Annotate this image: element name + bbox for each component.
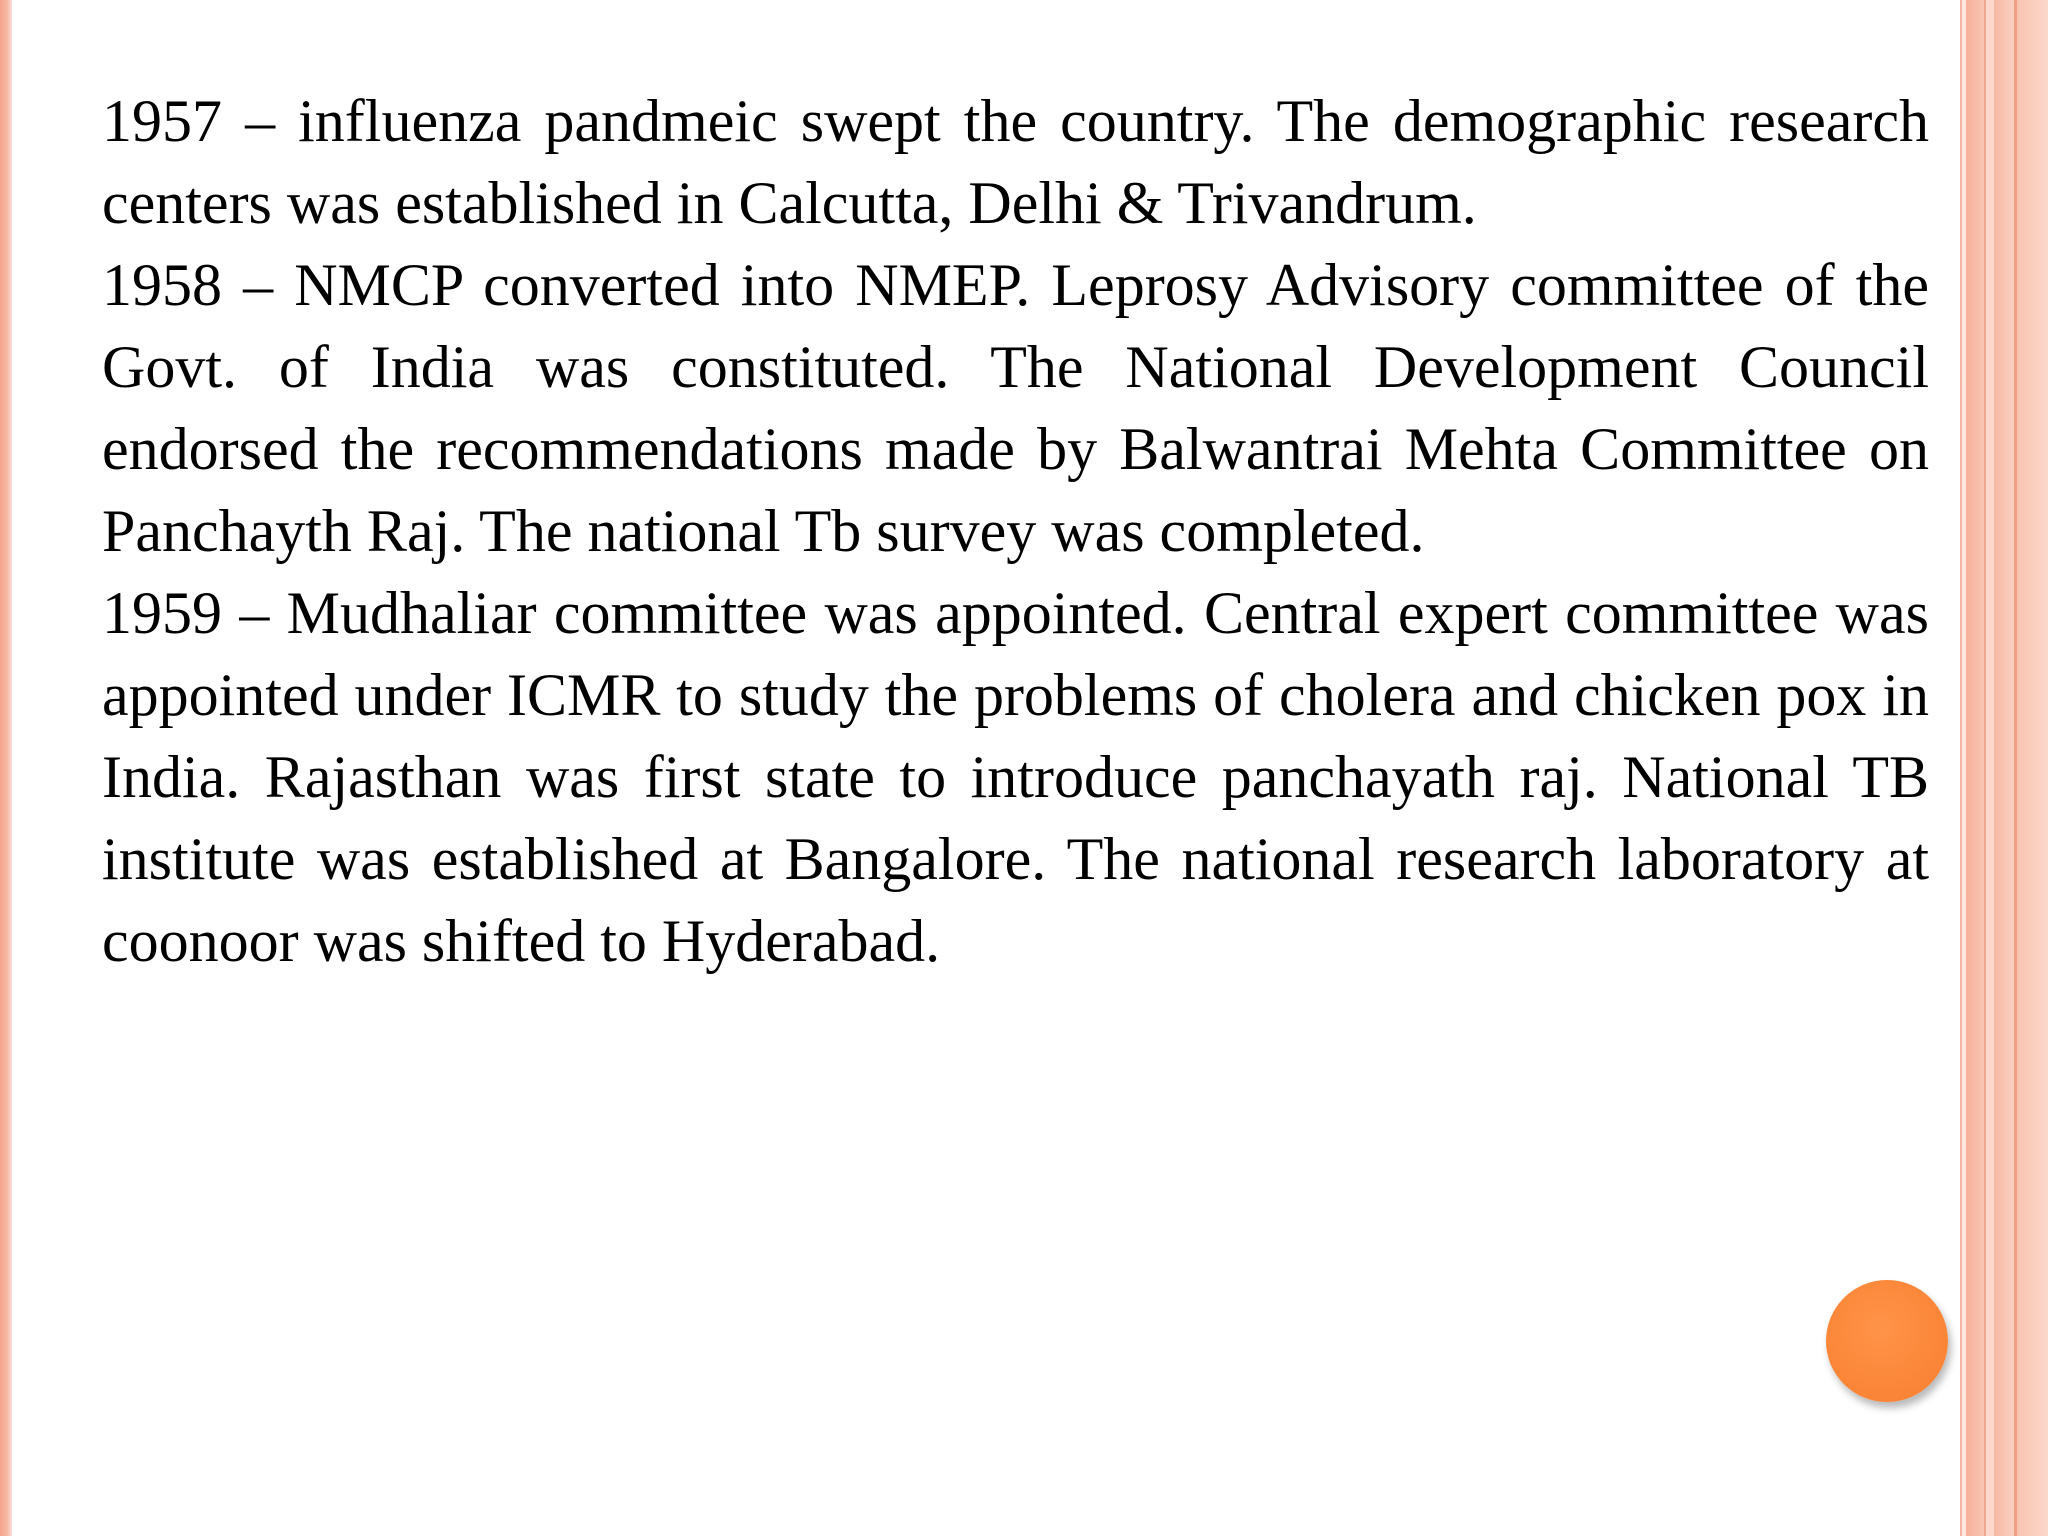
orange-circle-decoration bbox=[1826, 1280, 1948, 1402]
paragraph-1958: 1958 – NMCP converted into NMEP. Leprosy Advisory committee of the Govt. of India was constituted. The National Development Council endorsed the recommendations made by Balwantrai Mehta Committee on Panchayth Raj. The national Tb survey was completed. bbox=[102, 252, 1929, 564]
slide-body-text bbox=[102, 80, 1929, 982]
paragraph-1957: 1957 – influenza pandmeic swept the country. The demographic research centers was established in Calcutta, Delhi & Trivandrum. bbox=[102, 88, 1929, 236]
right-deco-stripe bbox=[1986, 0, 1994, 1536]
right-deco-stripe bbox=[1994, 0, 2014, 1536]
right-deco-stripe bbox=[2017, 0, 2048, 1536]
right-deco-stripe bbox=[1966, 0, 1984, 1536]
paragraph-1959: 1959 – Mudhaliar committee was appointed. Central expert committee was appointed under ICMR to study the problems of cholera and chicken pox in India. Rajasthan was first state to introduce panchayath raj. National TB institute was established at Bangalore. The national research laboratory at coonoor was shifted to Hyderabad. bbox=[102, 580, 1929, 974]
left-border-stripe bbox=[0, 0, 12, 1536]
